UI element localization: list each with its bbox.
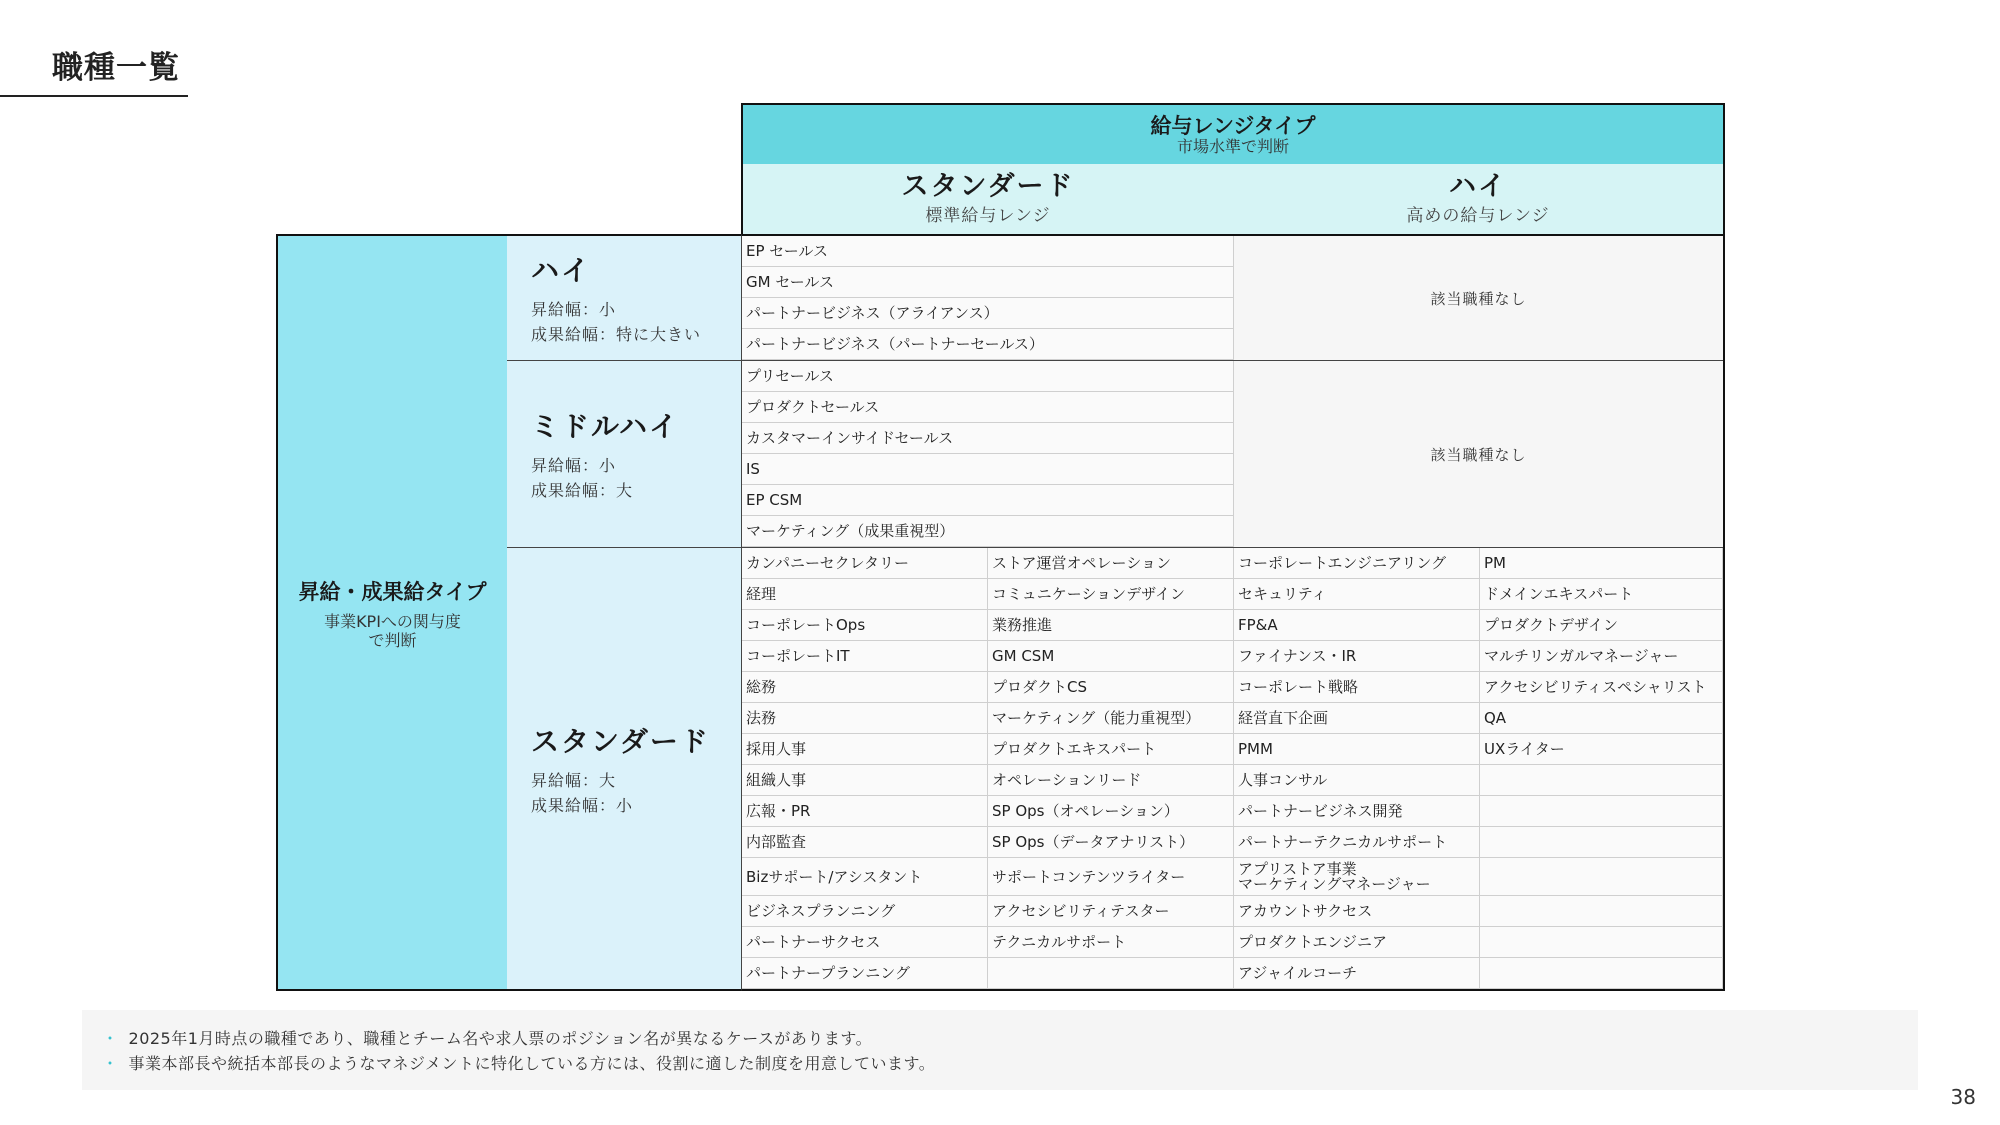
raise-type-sub2: で判断 xyxy=(368,630,417,650)
tier-mid-line1: 昇給幅：小 xyxy=(531,456,617,475)
job-cell: SP Ops（オペレーション） xyxy=(988,796,1234,827)
header-standard-sub: 標準給与レンジ xyxy=(925,206,1051,226)
job-table xyxy=(741,234,1725,991)
job-cell: マーケティング（能力重視型） xyxy=(988,703,1234,734)
job-cell: サポートコンテンツライター xyxy=(988,858,1234,896)
job-cell: カスタマーインサイドセールス xyxy=(742,423,1234,454)
job-cell: プロダクトエキスパート xyxy=(988,734,1234,765)
job-cell: パートナーサクセス xyxy=(742,927,988,958)
job-cell: プロダクトセールス xyxy=(742,392,1234,423)
header-high xyxy=(1233,164,1725,234)
job-cell: EP セールス xyxy=(742,236,1234,267)
job-cell: GM セールス xyxy=(742,267,1234,298)
no-job-mid: 該当職種なし xyxy=(1234,361,1723,547)
job-cell: FP&A xyxy=(1234,610,1480,641)
job-cell: コーポレートOps xyxy=(742,610,988,641)
header-high-label: ハイ xyxy=(1449,171,1507,202)
job-cell: プロダクトデザイン xyxy=(1480,610,1723,641)
tier-mid xyxy=(507,360,741,547)
job-cell: マルチリンガルマネージャー xyxy=(1480,641,1723,672)
salary-range-subtitle: 市場水準で判断 xyxy=(1176,136,1289,156)
job-cell: 採用人事 xyxy=(742,734,988,765)
job-cell: 経理 xyxy=(742,579,988,610)
job-cell: パートナービジネス開発 xyxy=(1234,796,1480,827)
job-cell: コミュニケーションデザイン xyxy=(988,579,1234,610)
job-cell: PM xyxy=(1480,548,1723,579)
job-cell: QA xyxy=(1480,703,1723,734)
job-cell: 業務推進 xyxy=(988,610,1234,641)
job-cell: アジャイルコーチ xyxy=(1234,958,1480,989)
job-cell: コーポレートエンジニアリング xyxy=(1234,548,1480,579)
job-cell: オペレーションリード xyxy=(988,765,1234,796)
job-cell: IS xyxy=(742,454,1234,485)
tier-mid-name: ミドルハイ xyxy=(531,410,680,443)
job-cell: 広報・PR xyxy=(742,796,988,827)
tier-std xyxy=(507,547,741,991)
job-cell: パートナープランニング xyxy=(742,958,988,989)
footnote-1-text: 2025年1月時点の職種であり、職種とチーム名や求人票のポジション名が異なるケースがあります。 xyxy=(128,1029,873,1048)
job-cell: コーポレートIT xyxy=(742,641,988,672)
job-cell: ドメインエキスパート xyxy=(1480,579,1723,610)
job-cell: カンパニーセクレタリー xyxy=(742,548,988,579)
job-cell: プロダクトCS xyxy=(988,672,1234,703)
job-cell: パートナーテクニカルサポート xyxy=(1234,827,1480,858)
job-cell: マーケティング（成果重視型） xyxy=(742,516,1234,547)
page-title: 職種一覧 xyxy=(52,50,180,86)
bullet-icon: ・ xyxy=(102,1029,119,1048)
job-cell: ファイナンス・IR xyxy=(1234,641,1480,672)
salary-range-header xyxy=(741,103,1725,164)
raise-type-title: 昇給・成果給タイプ xyxy=(298,579,487,604)
job-cell: SP Ops（データアナリスト） xyxy=(988,827,1234,858)
job-cell: 経営直下企画 xyxy=(1234,703,1480,734)
tier-std-line2: 成果給幅：小 xyxy=(531,795,634,815)
salary-range-title: 給与レンジタイプ xyxy=(1150,113,1316,138)
job-cell xyxy=(1480,896,1723,927)
job-cell xyxy=(1480,765,1723,796)
footnote-1 xyxy=(102,1026,1918,1051)
footnote-box xyxy=(82,1010,1918,1090)
job-cell: 法務 xyxy=(742,703,988,734)
job-cell: ビジネスプランニング xyxy=(742,896,988,927)
job-cell xyxy=(1480,858,1723,896)
tier-mid-line2: 成果給幅：大 xyxy=(531,481,634,500)
job-cell xyxy=(1480,958,1723,989)
tier-high-line1: 昇給幅：小 xyxy=(531,300,617,319)
job-cell xyxy=(1480,796,1723,827)
tier-std-line1: 昇給幅：大 xyxy=(531,770,617,790)
job-cell: テクニカルサポート xyxy=(988,927,1234,958)
job-cell: ストア運営オペレーション xyxy=(988,548,1234,579)
job-cell: パートナービジネス（アライアンス） xyxy=(742,298,1234,329)
job-cell: GM CSM xyxy=(988,641,1234,672)
job-cell: 内部監査 xyxy=(742,827,988,858)
raise-type-sub1: 事業KPIへの関与度 xyxy=(324,611,461,631)
job-cell: Bizサポート/アシスタント xyxy=(742,858,988,896)
tier-high xyxy=(507,234,741,360)
job-cell: アクセシビリティスペシャリスト xyxy=(1480,672,1723,703)
tier-std-name: スタンダード xyxy=(531,724,710,758)
header-standard xyxy=(741,164,1234,234)
header-standard-label: スタンダード xyxy=(901,171,1075,202)
job-cell: プロダクトエンジニア xyxy=(1234,927,1480,958)
header-high-sub: 高めの給与レンジ xyxy=(1406,206,1550,226)
tier-high-name: ハイ xyxy=(531,254,592,287)
job-cell xyxy=(1480,827,1723,858)
footnote-2 xyxy=(102,1051,1918,1076)
page-number: 38 xyxy=(1950,1085,1976,1109)
job-cell: 人事コンサル xyxy=(1234,765,1480,796)
job-cell: 組織人事 xyxy=(742,765,988,796)
job-cell: PMM xyxy=(1234,734,1480,765)
footnote-2-text: 事業本部長や統括本部長のようなマネジメントに特化している方には、役割に適した制度を用意しています。 xyxy=(128,1054,936,1073)
job-cell: プリセールス xyxy=(742,361,1234,392)
job-cell: コーポレート戦略 xyxy=(1234,672,1480,703)
job-cell: アプリストア事業 マーケティングマネージャー xyxy=(1234,858,1480,896)
no-job-high: 該当職種なし xyxy=(1234,236,1723,360)
job-cell: EP CSM xyxy=(742,485,1234,516)
job-cell: パートナービジネス（パートナーセールス） xyxy=(742,329,1234,360)
job-cell: アクセシビリティテスター xyxy=(988,896,1234,927)
title-underline xyxy=(0,95,188,97)
job-cell: アカウントサクセス xyxy=(1234,896,1480,927)
raise-type-cell xyxy=(276,234,507,991)
job-cell: UXライター xyxy=(1480,734,1723,765)
job-cell: セキュリティ xyxy=(1234,579,1480,610)
bullet-icon: ・ xyxy=(102,1054,119,1073)
job-cell xyxy=(1480,927,1723,958)
job-cell xyxy=(988,958,1234,989)
raise-type-sub xyxy=(324,612,461,650)
job-cell: 総務 xyxy=(742,672,988,703)
tier-high-line2: 成果給幅：特に大きい xyxy=(531,325,702,344)
